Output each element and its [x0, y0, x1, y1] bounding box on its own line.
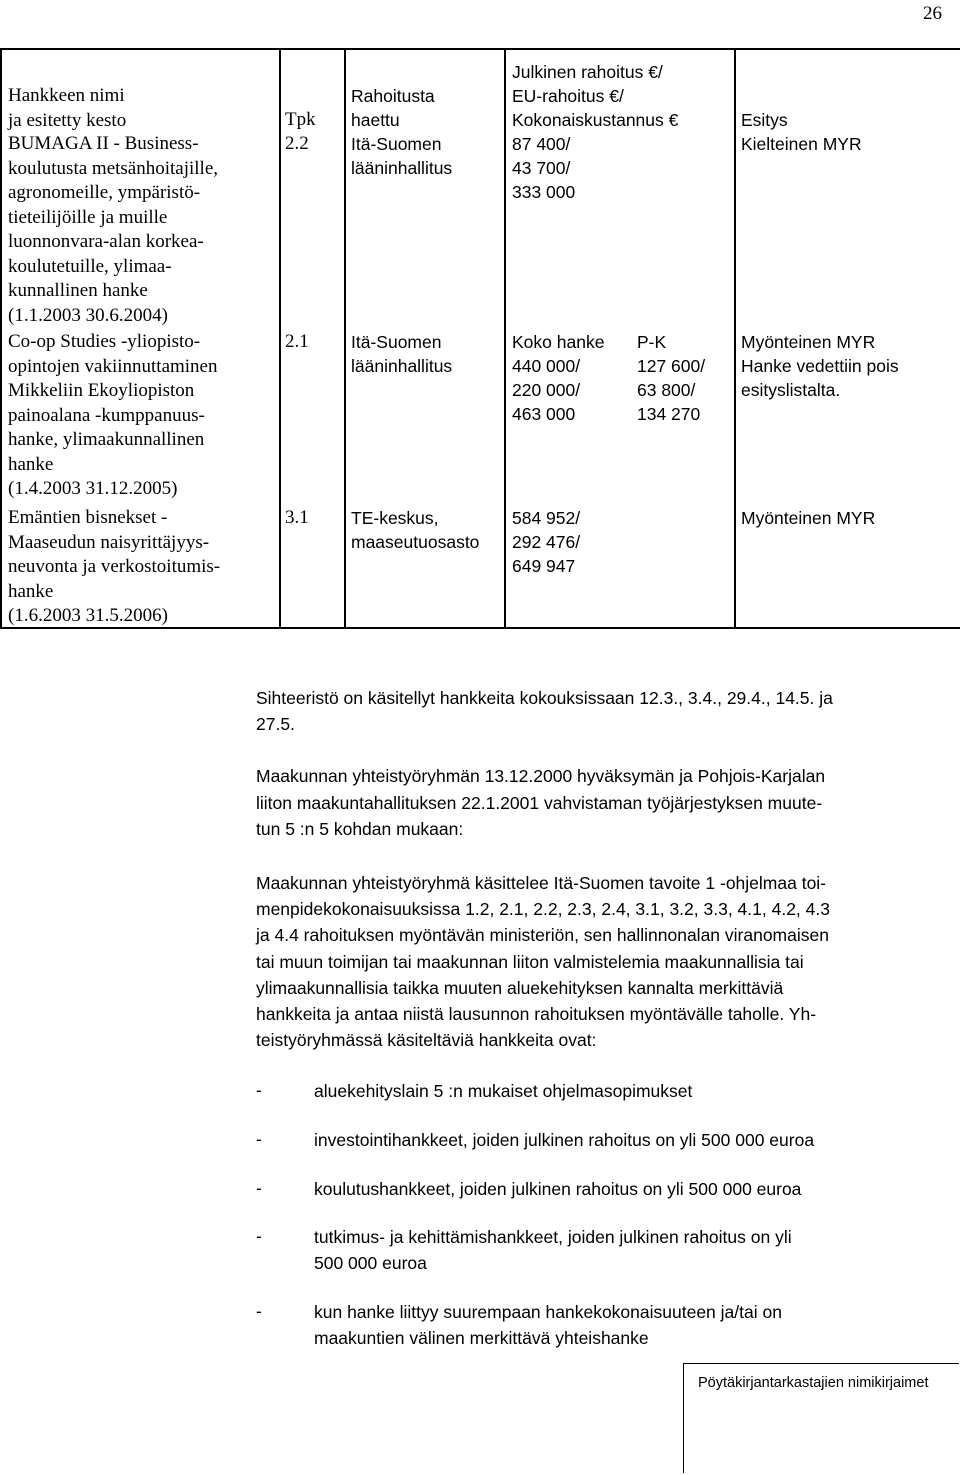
header-funding: Julkinen rahoitus €/ EU-rahoitus €/ Kokonaiskustannus € [512, 62, 679, 130]
row-1-tpk: 2.2 [285, 133, 309, 154]
header-proposal: Esitys [741, 110, 788, 130]
row-2-proposal: Myönteinen MYR Hanke vedettiin pois esityslistalta. [741, 332, 899, 400]
row-3-applied-from: TE-keskus, maaseutuosasto [351, 508, 480, 552]
row-1-applied-from: Itä-Suomen lääninhallitus [351, 134, 453, 178]
row-1-funding: 87 400/ 43 700/ 333 000 [512, 134, 576, 202]
header-project-name: Hankkeen nimi ja esitetty kesto [8, 85, 127, 131]
row-3-project-name: Emäntien bisnekset - Maaseudun naisyrittäjyys- neuvonta ja verkostoitumis- hanke (1.6.2003 31.5.2006) [8, 507, 221, 626]
page-number: 26 [923, 3, 942, 24]
row-2-applied-from: Itä-Suomen lääninhallitus [351, 332, 453, 376]
table-col-divider [344, 48, 346, 628]
table-col-divider [504, 48, 506, 628]
list-item-dash: - [256, 1178, 262, 1198]
signature-box [683, 1363, 959, 1473]
list-item-dash: - [256, 1301, 262, 1321]
header-applied-from: Rahoitusta haettu [351, 86, 435, 130]
list-item: koulutushankkeet, joiden julkinen rahoitus on yli 500 000 euroa [314, 1179, 802, 1199]
row-2-project-name: Co-op Studies -yliopisto- opintojen vakiinnuttaminen Mikkeliin Ekoyliopiston painoalana -kumppanuus- hanke, ylimaakunnallinen hanke (1.4.2003 31.12.2005) [8, 331, 218, 499]
signature-box-label: Pöytäkirjantarkastajien nimikirjaimet [698, 1375, 929, 1391]
table-col-divider [279, 48, 281, 628]
table-col-divider [734, 48, 736, 628]
row-3-funding: 584 952/ 292 476/ 649 947 [512, 508, 581, 576]
row-2-funding-total: Koko hanke 440 000/ 220 000/ 463 000 [512, 332, 605, 424]
table-border-top [0, 48, 960, 50]
row-1-project-name: BUMAGA II - Business- koulutusta metsänhoitajille, agronomeille, ympäristö- tieteilijöille ja muille luonnonvara-alan korkea- koulutetuille, ylimaa- kunnallinen hanke (1.1.2003 30.6.2004) [8, 133, 219, 326]
list-item-dash: - [256, 1226, 262, 1246]
paragraph-group-tasks: Maakunnan yhteistyöryhmä käsittelee Itä-Suomen tavoite 1 -ohjelmaa toi- menpidekokonaisuuksissa 1.2, 2.1, 2.2, 2.3, 2.4, 3.1, 3.2, 3.3, 4.1, 4.2, 4.3 ja 4.4 rahoituksen myöntävän ministeriön, sen hallinnonalan viranomaisen tai muun toimijan tai maakunnan liiton valmistelemia maakunnallisia tai ylimaakunnallisia taikka muuten aluekehityksen kannalta merkittäviä hankkeita ja antaa niistä lausunnon rahoituksen myöntävälle taholle. Yh- teistyöryhmässä käsiteltäviä hankkeita ovat: [256, 873, 830, 1051]
list-item: investointihankkeet, joiden julkinen rahoitus on yli 500 000 euroa [314, 1130, 815, 1150]
list-item: tutkimus- ja kehittämishankkeet, joiden julkinen rahoitus on yli 500 000 euroa [314, 1227, 792, 1273]
paragraph-rules: Maakunnan yhteistyöryhmän 13.12.2000 hyväksymän ja Pohjois-Karjalan liiton maakuntahallituksen 22.1.2001 vahvistaman työjärjestyksen muute- tun 5 :n 5 kohdan mukaan: [256, 766, 826, 839]
header-tpk: Tpk [285, 109, 316, 130]
row-2-tpk: 2.1 [285, 331, 309, 352]
row-1-proposal: Kielteinen MYR [741, 134, 862, 154]
row-3-tpk: 3.1 [285, 507, 309, 528]
table-border-left [0, 48, 2, 628]
row-3-proposal: Myönteinen MYR [741, 508, 876, 528]
list-item: aluekehityslain 5 :n mukaiset ohjelmasopimukset [314, 1081, 693, 1101]
list-item: kun hanke liittyy suurempaan hankekokonaisuuteen ja/tai on maakuntien välinen merkittävä yhteishanke [314, 1302, 782, 1348]
list-item-dash: - [256, 1129, 262, 1149]
paragraph-secretariat: Sihteeristö on käsitellyt hankkeita kokouksissaan 12.3., 3.4., 29.4., 14.5. ja 27.5. [256, 688, 833, 734]
list-item-dash: - [256, 1080, 262, 1100]
row-2-funding-pk: P-K 127 600/ 63 800/ 134 270 [637, 332, 706, 424]
